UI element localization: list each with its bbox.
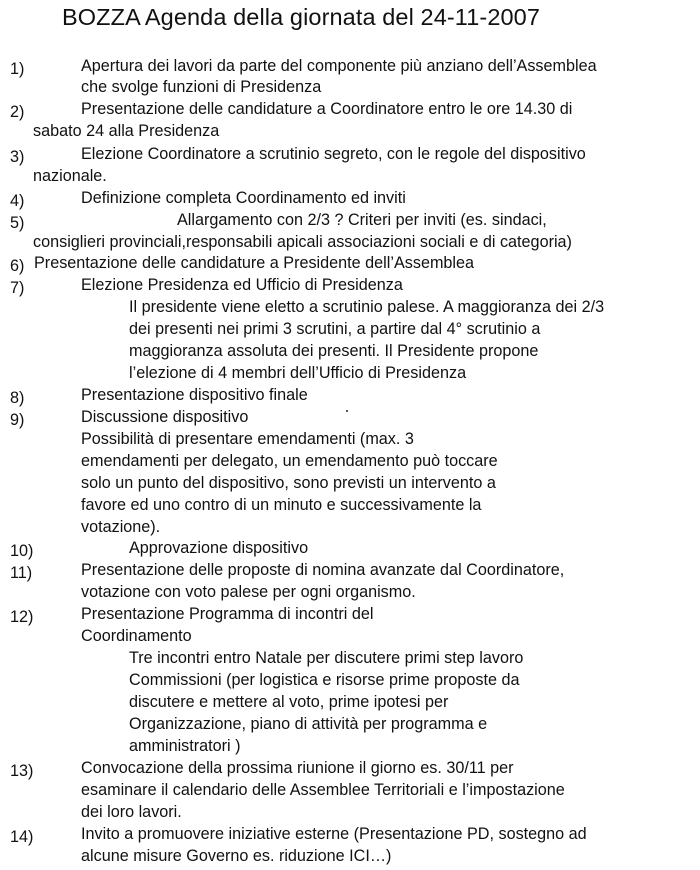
item-number: 2) bbox=[10, 103, 25, 121]
item-line: Presentazione Programma di incontri del bbox=[81, 605, 374, 623]
item-line: discutere e mettere al voto, prime ipotesi per bbox=[129, 693, 449, 711]
item-line: esaminare il calendario delle Assemblee Territoriali e l’impostazione bbox=[81, 781, 565, 799]
item-line: Tre incontri entro Natale per discutere primi step lavoro bbox=[129, 649, 524, 667]
item-number: 4) bbox=[10, 192, 25, 210]
item-number: 8) bbox=[10, 389, 25, 407]
item-line: Commissioni (per logistica e risorse prime proposte da bbox=[129, 671, 520, 689]
item-line: Convocazione della prossima riunione il giorno es. 30/11 per bbox=[81, 759, 514, 777]
item-line: alcune misure Governo es. riduzione ICI…) bbox=[81, 847, 392, 865]
item-line: che svolge funzioni di Presidenza bbox=[81, 78, 322, 96]
item-number: 13) bbox=[10, 762, 34, 780]
item-number: 5) bbox=[10, 214, 25, 232]
item-number: 1) bbox=[10, 60, 25, 78]
item-line: votazione). bbox=[81, 518, 161, 536]
item-line: sabato 24 alla Presidenza bbox=[33, 122, 220, 140]
item-number: 14) bbox=[10, 828, 34, 846]
item-line: Approvazione dispositivo bbox=[129, 539, 309, 557]
item-line: maggioranza assoluta dei presenti. Il Presidente propone bbox=[129, 342, 539, 360]
item-line: Possibilità di presentare emendamenti (max. 3 bbox=[81, 430, 414, 448]
item-line: Il presidente viene eletto a scrutinio palese. A maggioranza dei 2/3 bbox=[129, 298, 605, 316]
item-line: Presentazione dispositivo finale bbox=[81, 386, 308, 404]
page-title: BOZZA Agenda della giornata del 24-11-2007 bbox=[62, 4, 541, 30]
item-line: favore ed uno contro di un minuto e successivamente la bbox=[81, 496, 482, 514]
item-line: Elezione Coordinatore a scrutinio segreto, con le regole del dispositivo bbox=[81, 145, 586, 163]
item-line: Presentazione delle proposte di nomina avanzate dal Coordinatore, bbox=[81, 561, 565, 579]
item-number: 7) bbox=[10, 279, 25, 297]
item-line: Definizione completa Coordinamento ed inviti bbox=[81, 189, 406, 207]
item-line: Coordinamento bbox=[81, 627, 192, 645]
item-line: Allargamento con 2/3 ? Criteri per inviti (es. sindaci, bbox=[177, 211, 547, 229]
item-number: 9) bbox=[10, 411, 25, 429]
item-line: dei loro lavori. bbox=[81, 803, 182, 821]
item-line: emendamenti per delegato, un emendamento può toccare bbox=[81, 452, 498, 470]
item-number: 12) bbox=[10, 608, 34, 626]
item-line: solo un punto del dispositivo, sono previsti un intervento a bbox=[81, 474, 496, 492]
item-line: l’elezione di 4 membri dell’Ufficio di Presidenza bbox=[129, 364, 467, 382]
item-number: 3) bbox=[10, 148, 25, 166]
item-line: Elezione Presidenza ed Ufficio di Presidenza bbox=[81, 276, 403, 294]
item-line: votazione con voto palese per ogni organismo. bbox=[81, 583, 416, 601]
item-number: 11) bbox=[10, 564, 33, 582]
item-line: Discussione dispositivo bbox=[81, 408, 249, 426]
item-line: Presentazione delle candidature a Coordinatore entro le ore 14.30 di bbox=[81, 100, 573, 118]
item-line: Apertura dei lavori da parte del componente più anziano dell’Assemblea bbox=[81, 57, 597, 75]
item-line: Organizzazione, piano di attività per programma e bbox=[129, 715, 488, 733]
item-line: amministratori ) bbox=[129, 737, 241, 755]
item-line: consiglieri provinciali,responsabili apicali associazioni sociali e di categoria) bbox=[33, 233, 572, 251]
item-line: Presentazione delle candidature a Presidente dell’Assemblea bbox=[34, 254, 475, 272]
item-number: 10) bbox=[10, 542, 34, 560]
item-line: nazionale. bbox=[33, 167, 107, 185]
item-number: 6) bbox=[10, 257, 25, 275]
item-line: Invito a promuovere iniziative esterne (Presentazione PD, sostegno ad bbox=[81, 825, 587, 843]
item-line: dei presenti nei primi 3 scrutini, a partire dal 4° scrutinio a bbox=[129, 320, 541, 338]
scan-speck bbox=[346, 410, 348, 412]
